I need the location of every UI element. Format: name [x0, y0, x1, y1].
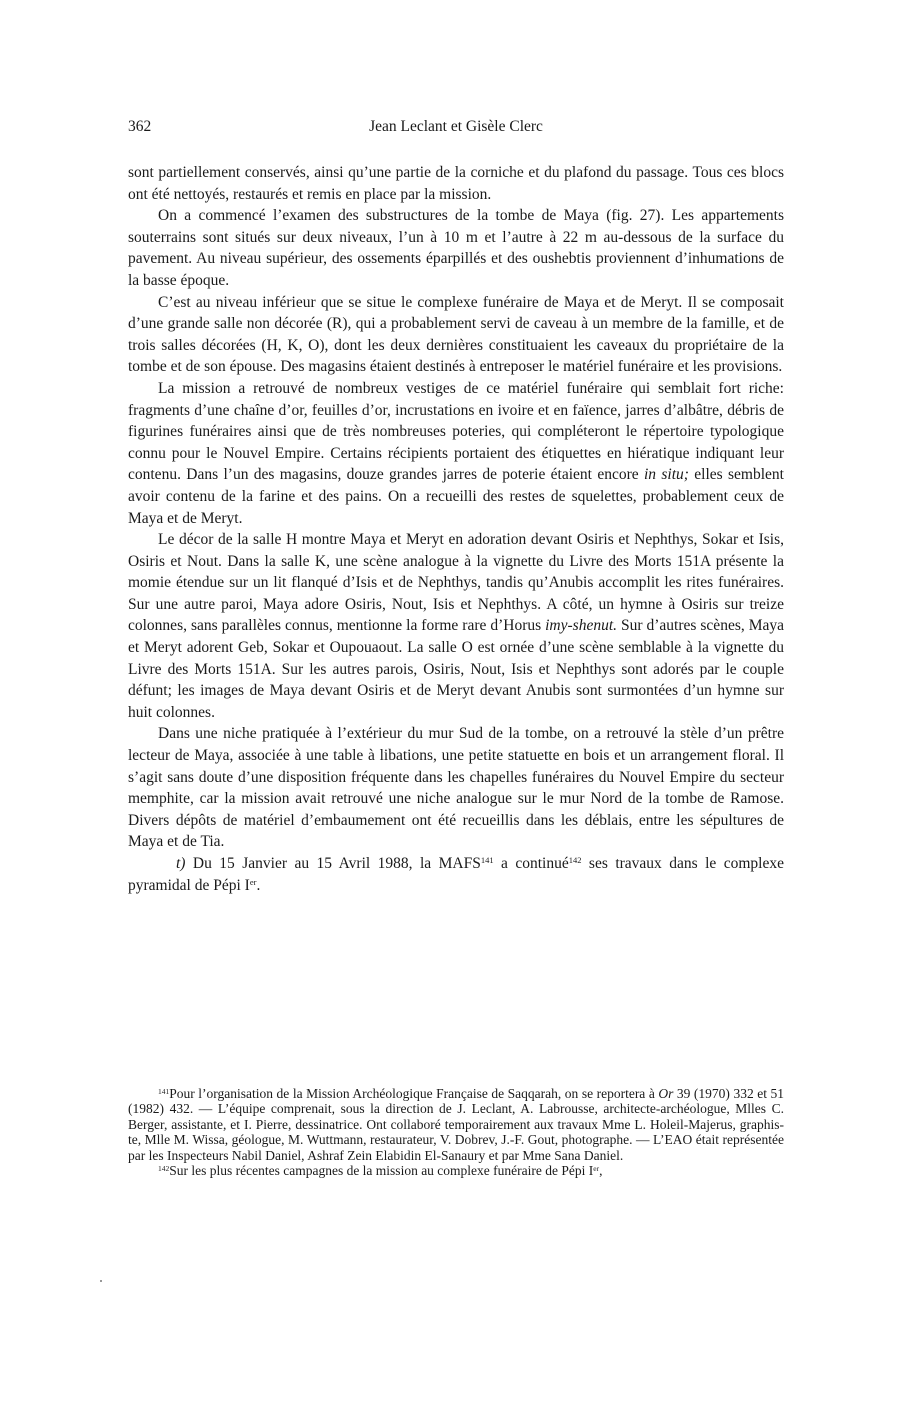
paragraph-decoration: Le décor de la salle H montre Maya et Meryt en adoration devant Osiris et Nephthys, Sokar et Isis, Osiris et Nout. Dans la salle K, une scène analogue à la vignette du Livre des Morts 151A présente la momie étendue sur un lit flanqué d’Isis et de Nephthys, tandis qu’Anubis accomplit les rites funéraires. Sur une autre paroi, Maya adore Osiris, Nout, Isis et Nephthys. A côté, un hymne à Osiris sur treize colonnes, sans parallèles connus, mentionne la forme rare d’Horus imy-shenut. Sur d’autres scènes, Maya et Meryt adorent Geb, Sokar et Oupouaout. La salle O est ornée d’une scène semblable à la vignette du Livre des Morts 151A. Sur les autres parois, Osiris, Nout, Isis et Nephthys sont adorés par le couple défunt; les images de Maya devant Osiris et de Meryt devant Anubis sont surmontées d’un hymne sur huit colonnes.	[128, 531, 784, 721]
italic-term: in situ;	[643, 466, 689, 484]
paragraph-substructures: On a commencé l’examen des substructures de la tombe de Maya (fig. 27). Les appartements souterrains sont situés sur deux niveaux, l’un à 10 m et l’autre à 22 m au-dessous de la surface du pavement. Au niveau supérieur, des ossements éparpillés et des oushebtis proviennent d’inhumations de la basse époque.	[128, 207, 784, 289]
paragraph-item-t: t) Du 15 Janvier au 15 Avril 1988, la MAFS$^{141}$ a continué$^{142}$ ses travaux dans le complexe pyramidal de Pépi Ier.	[128, 855, 784, 894]
footnote-number: 142	[158, 1164, 170, 1174]
paragraph-funerary-material: La mission a retrouvé de nombreux vestiges de ce matériel funéraire qui semblait fort riche: fragments d’une chaîne d’or, feuilles d’or, incrustations en ivoire et en faïence, jarres d’albâtre, débris de figurines funéraires ainsi que de très nombreuses poteries, qui compléteront le répertoire typologique connu pour le Nouvel Empire. Certains récipients portaient des étiquettes en hiératique indiquant leur contenu. Dans l’un des magasins, douze grandes jarres de poterie étaient encore in situ; elles semblent avoir contenu de la farine et des pains. On a recueilli des restes de squelettes, probablement ceux de Maya et de Meryt.	[128, 379, 784, 527]
scan-speck	[100, 1280, 102, 1282]
running-header	[128, 118, 784, 142]
page-number: 362	[128, 118, 152, 135]
main-text	[128, 162, 784, 896]
paragraph-continuation: sont partiellement conservés, ainsi qu’une partie de la corniche et du plafond du passage. Tous ces blocs ont été nettoyés, restaurés et remis en place par la mission.	[128, 164, 784, 203]
running-title: Jean Leclant et Gisèle Clerc	[369, 118, 543, 135]
footnote-142: $^{142}$Sur les plus récentes campagnes de la mission au complexe funéraire de Pépi Ier,	[158, 1163, 603, 1179]
superscript-er: er	[593, 1164, 600, 1174]
footnote-141: $^{141}$Pour l’organisation de la Mission Archéologique Française de Saqqarah, on se reportera à Or 39 (1970) 332 et 51 (1982) 432. — L’équipe comprenait, sous la direction de J. Leclant, A. Labrousse, architecte-archéologue, Mlles C. Berger, assistante, et I. Pierre, dessinatrice. Ont collaboré temporairement aux travaux Mme L. Holeil-Majerus, graphiste, Mlle M. Wissa, géologue, M. Wuttmann, restaurateur, V. Dobrev, J.-F. Gout, photographe. — L’EAO était représentée par les Inspecteurs Nabil Daniel, Ashraf Zein Elabidin El-Sanaury et par Mme Sana Daniel.	[128, 1086, 784, 1163]
paragraph-lower-level: C’est au niveau inférieur que se situe le complexe funéraire de Maya et de Meryt. Il se composait d’une grande salle non décorée (R), qui a probablement servi de caveau à un membre de la famille, et de trois salles décorées (H, K, O), dont les deux dernières constituaient les caveaux du propriétaire de la tombe et de son épouse. Des magasins étaient destinés à entreposer le matériel funéraire et les provisions.	[128, 293, 784, 376]
footnotes	[128, 1086, 784, 1178]
italic-journal: Or	[658, 1086, 674, 1101]
superscript-er: er	[249, 876, 257, 887]
paragraph-niche: Dans une niche pratiquée à l’extérieur du mur Sud de la tombe, on a retrouvé la stèle d’un prêtre lecteur de Maya, associée à une table à libations, une petite statuette en bois et un arrangement floral. Il s’agit sans doute d’une disposition fréquente dans les chapelles funéraires du Nouvel Empire du secteur memphite, car la mission avait retrouvé une niche analogue sur le mur Nord de la tombe de Ramose. Divers dépôts de matériel d’embaumement ont été recueillis dans les déblais, entre les sépultures de Maya et de Tia.	[128, 725, 784, 851]
footnote-ref-142[interactable]: 142	[568, 855, 582, 865]
footnote-ref-141[interactable]: 141	[480, 855, 494, 865]
italic-term: imy-shenut.	[545, 617, 618, 635]
footnote-number: 141	[158, 1087, 170, 1096]
item-label: t)	[176, 855, 186, 872]
